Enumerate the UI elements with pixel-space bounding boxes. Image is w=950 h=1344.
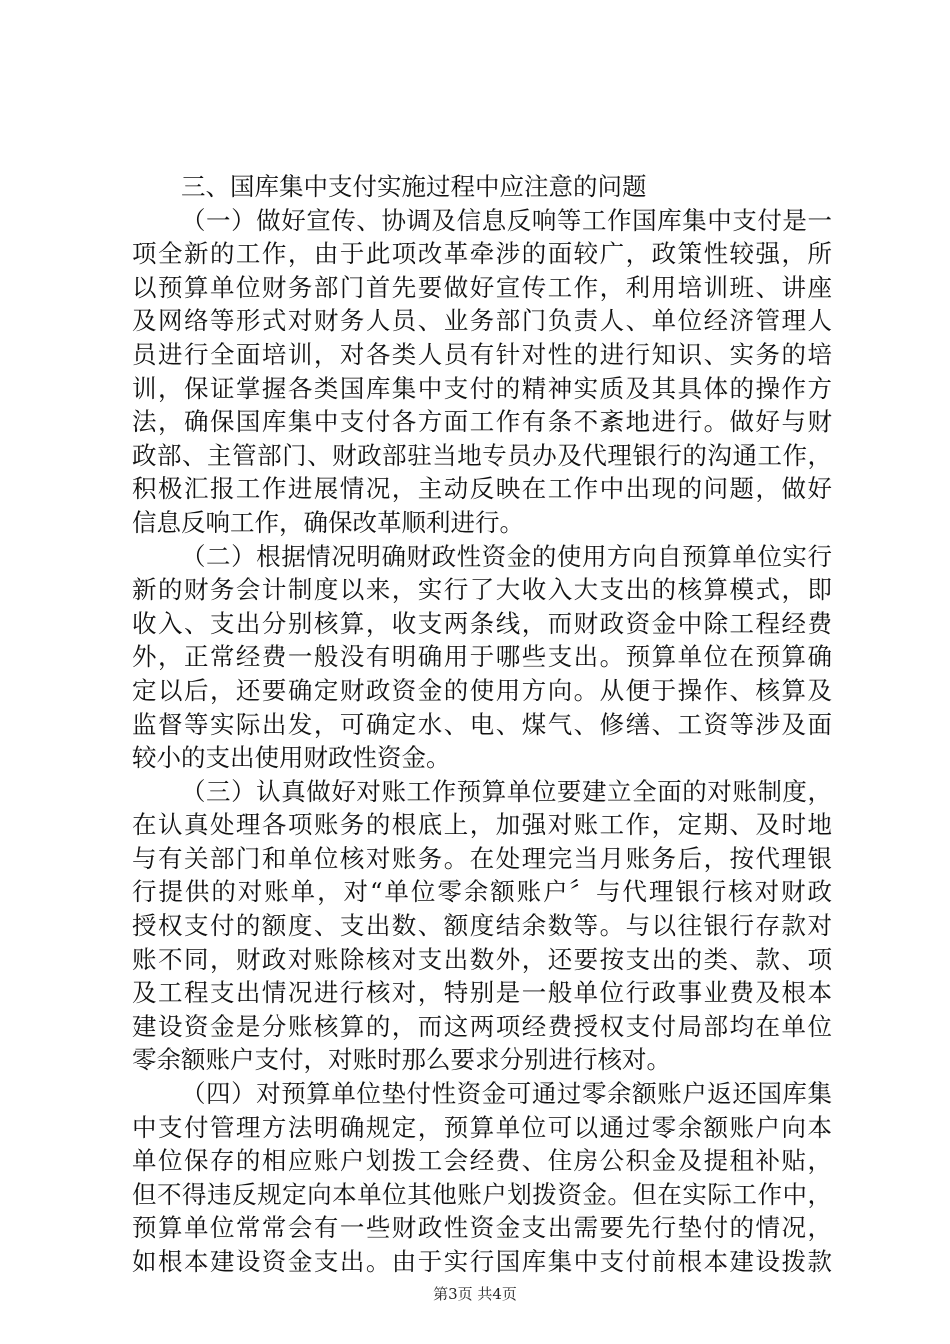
text-line: 与有关部门和单位核对账务。在处理完当月账务后，按代理银 (132, 843, 832, 873)
text-line: 零余额账户支付，对账时那么要求分别进行核对。 (132, 1045, 671, 1075)
text-line: 单位保存的相应账户划拨工会经费、住房公积金及提租补贴， (132, 1146, 832, 1176)
paragraph-first-line: 三、国库集中支付实施过程中应注意的问题 (181, 172, 647, 201)
text-line: 以预算单位财务部门首先要做好宣传工作，利用培训班、讲座 (132, 272, 832, 302)
text-line: 收入、支出分别核算，收支两条线，而财政资金中除工程经费 (132, 608, 832, 638)
paragraph-first-line: （二）根据情况明确财政性资金的使用方向自预算单位实行 (181, 541, 832, 571)
text-line: 新的财务会计制度以来，实行了大收入大支出的核算模式，即 (132, 575, 832, 605)
text-line: 中支付管理方法明确规定，预算单位可以通过零余额账户向本 (132, 1112, 832, 1142)
text-line: 在认真处理各项账务的根底上，加强对账工作，定期、及时地 (132, 810, 832, 840)
text-line: 外，正常经费一般没有明确用于哪些支出。预算单位在预算确 (132, 642, 832, 672)
text-line: 信息反响工作，确保改革顺利进行。 (132, 507, 524, 537)
text-line: 但不得违反规定向本单位其他账户划拨资金。但在实际工作中， (132, 1179, 832, 1209)
text-line: 建设资金是分账核算的，而这两项经费授权支付局部均在单位 (132, 1011, 832, 1041)
text-line: 积极汇报工作进展情况，主动反映在工作中出现的问题，做好 (132, 474, 832, 504)
text-line: 预算单位常常会有一些财政性资金支出需要先行垫付的情况， (132, 1213, 832, 1243)
text-line: 账不同，财政对账除核对支出数外，还要按支出的类、款、项 (132, 944, 832, 974)
document-body (132, 170, 832, 1279)
text-line: 员进行全面培训，对各类人员有针对性的进行知识、实务的培 (132, 339, 832, 369)
text-line: 及工程支出情况进行核对，特别是一般单位行政事业费及根本 (132, 978, 832, 1008)
text-line: 定以后，还要确定财政资金的使用方向。从便于操作、核算及 (132, 675, 832, 705)
text-line: 训，保证掌握各类国库集中支付的精神实质及其具体的操作方 (132, 373, 832, 403)
text-line: 较小的支出使用财政性资金。 (132, 743, 451, 773)
text-line: 及网络等形式对财务人员、业务部门负责人、单位经济管理人 (132, 306, 832, 336)
text-line: 行提供的对账单，对“单位零余额账户〞与代理银行核对财政 (132, 877, 832, 907)
paragraph-first-line: （三）认真做好对账工作预算单位要建立全面的对账制度， (181, 776, 832, 806)
paragraph-first-line: （四）对预算单位垫付性资金可通过零余额账户返还国库集 (181, 1079, 832, 1109)
paragraph-first-line: （一）做好宣传、协调及信息反响等工作国库集中支付是一 (181, 205, 832, 235)
text-line: 项全新的工作，由于此项改革牵涉的面较广，政策性较强，所 (132, 239, 832, 269)
text-line: 监督等实际出发，可确定水、电、煤气、修缮、工资等涉及面 (132, 709, 832, 739)
text-line: 政部、主管部门、财政部驻当地专员办及代理银行的沟通工作， (132, 440, 832, 470)
text-line: 如根本建设资金支出。由于实行国库集中支付前根本建设拨款 (132, 1247, 832, 1276)
text-line: 授权支付的额度、支出数、额度结余数等。与以往银行存款对 (132, 911, 832, 941)
page-footer: 第3页 共4页 (433, 1285, 517, 1303)
text-line: 法，确保国库集中支付各方面工作有条不紊地进行。做好与财 (132, 407, 832, 437)
